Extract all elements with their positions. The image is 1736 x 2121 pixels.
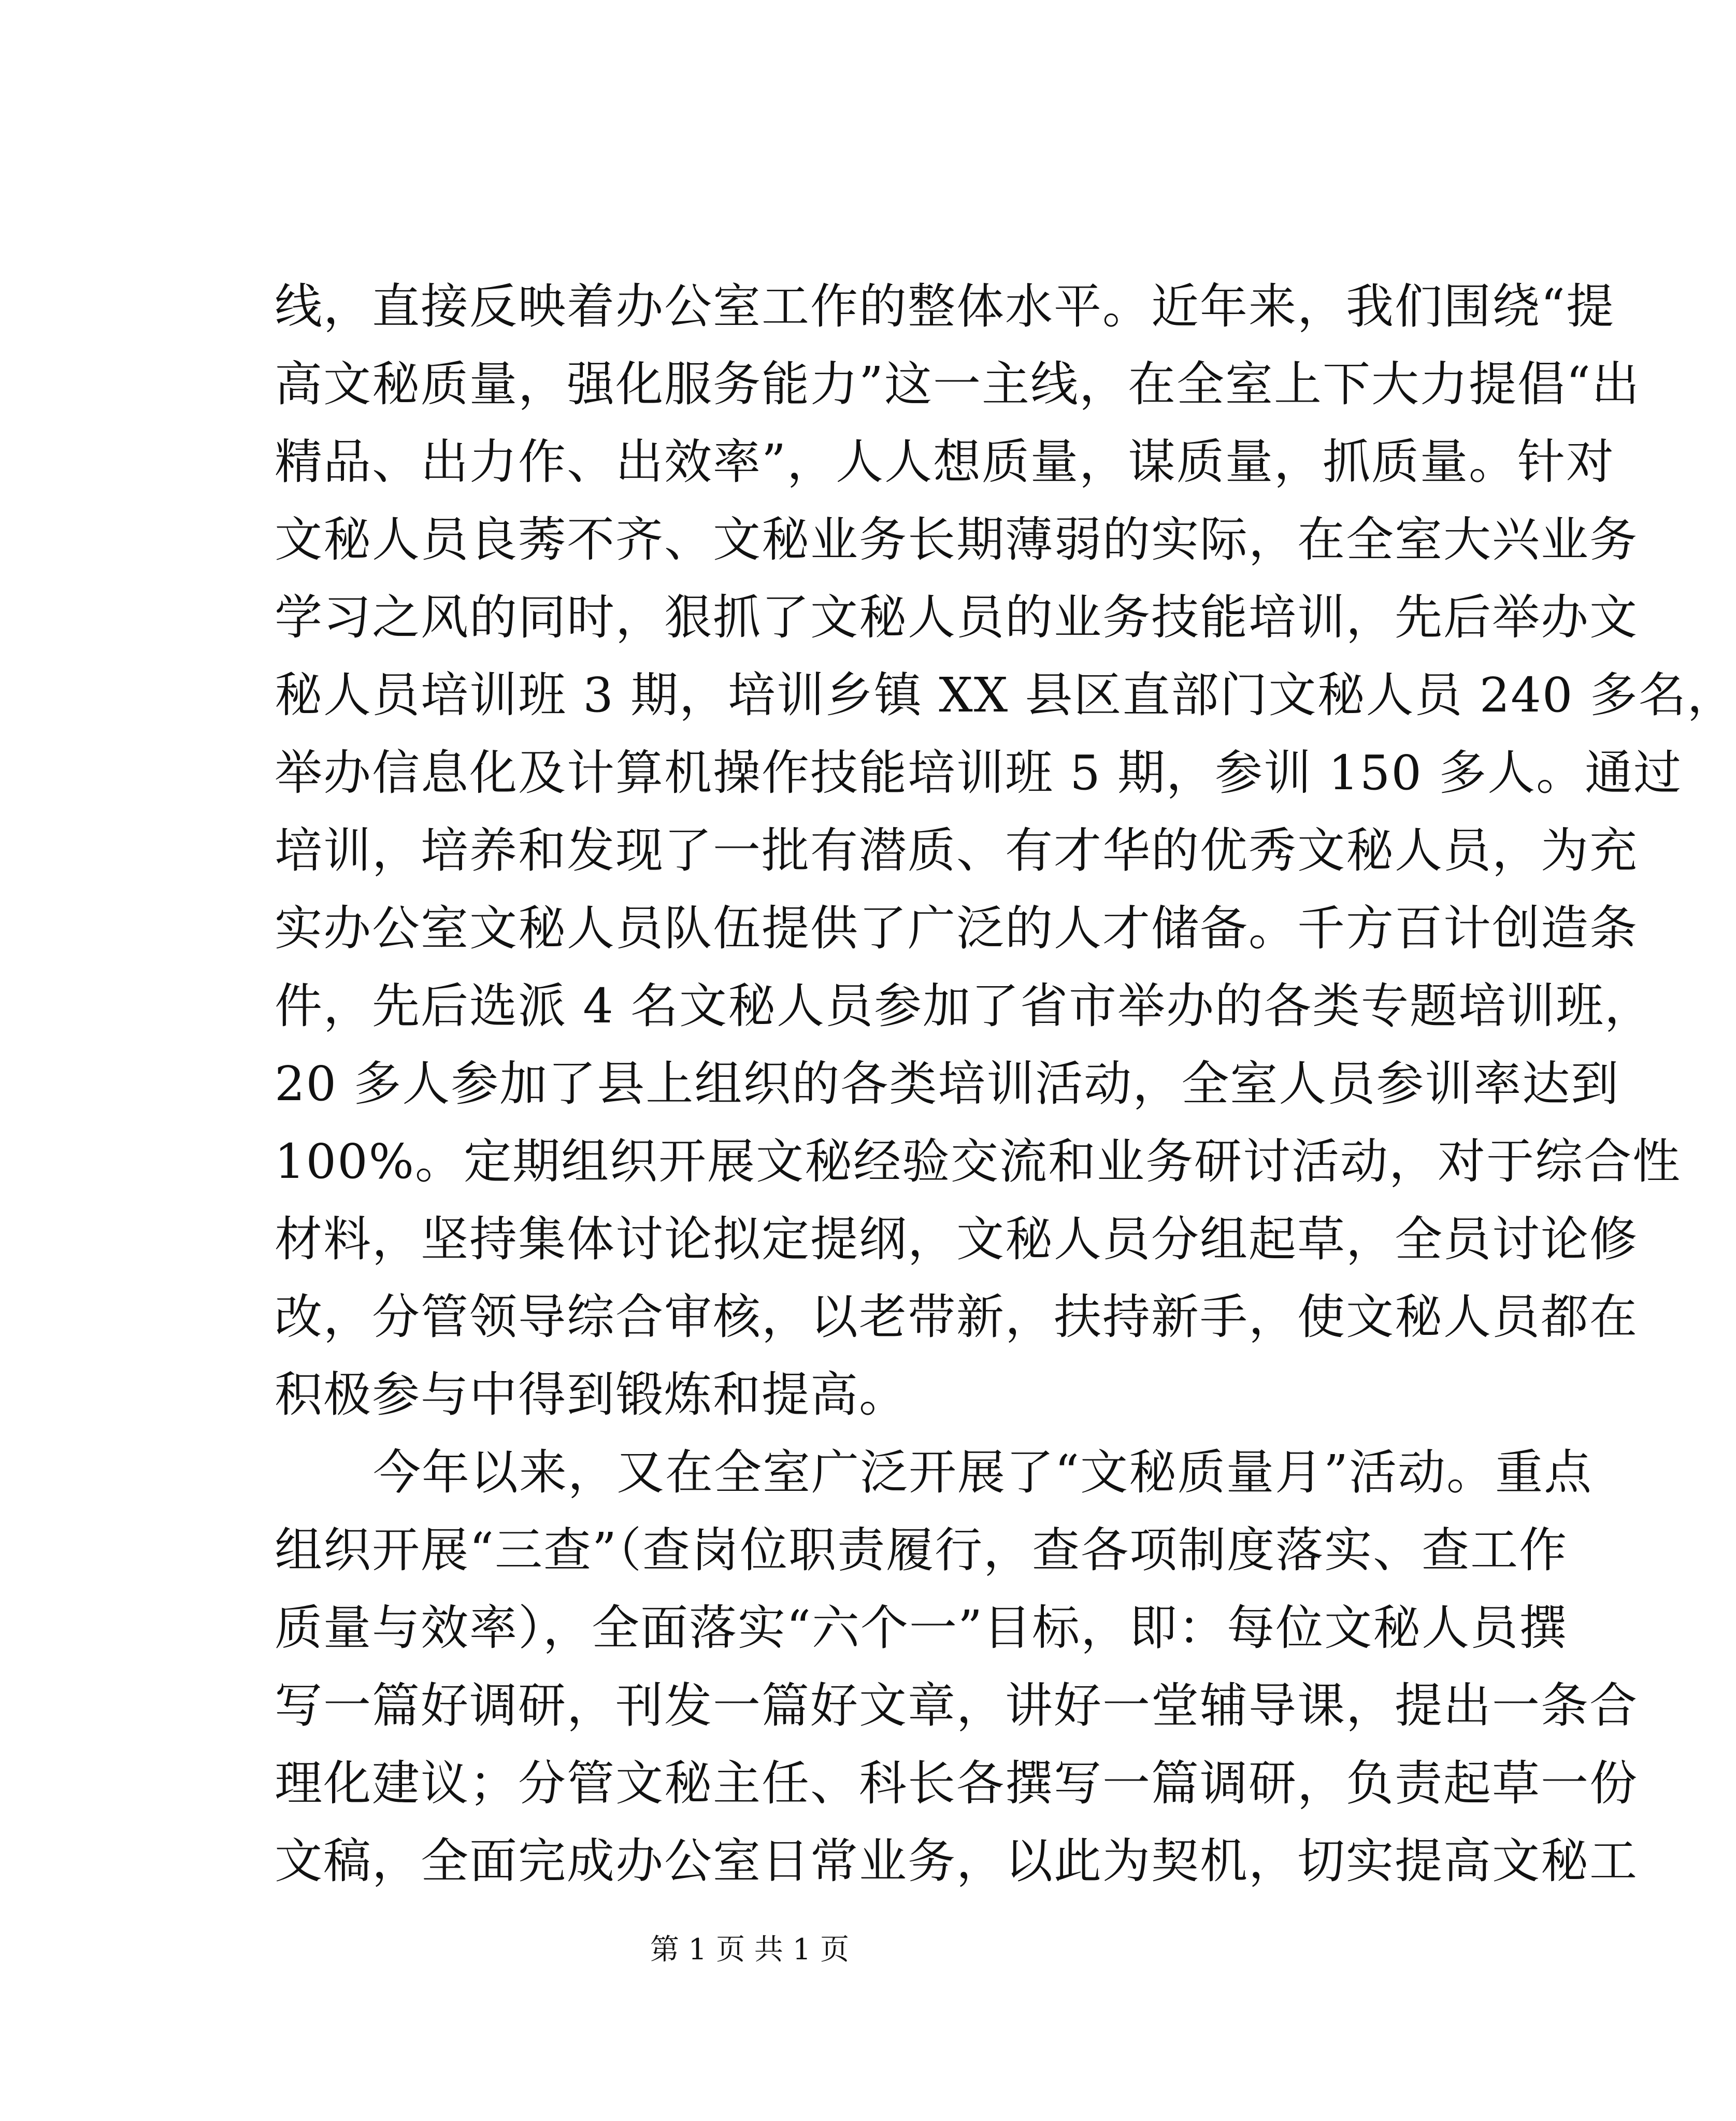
page-footer: 第 1 页 共 1 页 — [650, 1933, 850, 1967]
body-text-line: 质量与效率），全面落实“六个一”目标，即：每位文秘人员撰 — [275, 1600, 1568, 1656]
body-text-line: 改，分管领导综合审核，以老带新，扶持新手，使文秘人员都在 — [275, 1289, 1639, 1345]
body-text-line: 文秘人员良莠不齐、文秘业务长期薄弱的实际，在全室大兴业务 — [275, 512, 1639, 567]
body-text-line: 今年以来，又在全室广泛开展了“文秘质量月”活动。重点 — [276, 1445, 1593, 1500]
body-text-line: 组织开展“三查”（查岗位职责履行，查各项制度落实、查工作 — [275, 1522, 1568, 1578]
body-text-line: 线，直接反映着办公室工作的整体水平。近年来，我们围绕“提 — [275, 279, 1615, 334]
body-text-line: 举办信息化及计算机操作技能培训班 5 期，参训 150 多人。通过 — [275, 745, 1683, 801]
body-text-line: 写一篇好调研，刊发一篇好文章，讲好一堂辅导课，提出一条合 — [275, 1678, 1639, 1733]
body-text-line: 实办公室文秘人员队伍提供了广泛的人才储备。千方百计创造条 — [275, 901, 1639, 956]
body-text-line: 秘人员培训班 3 期，培训乡镇 XX 县区直部门文秘人员 240 多名， — [275, 667, 1736, 723]
body-text-line: 100%。定期组织开展文秘经验交流和业务研讨活动，对于综合性 — [275, 1134, 1682, 1189]
body-text-line: 件，先后选派 4 名文秘人员参加了省市举办的各类专题培训班， — [275, 978, 1654, 1034]
body-text-line: 学习之风的同时，狠抓了文秘人员的业务技能培训，先后举办文 — [275, 590, 1639, 645]
body-text-line: 材料，坚持集体讨论拟定提纲，文秘人员分组起草，全员讨论修 — [275, 1212, 1639, 1267]
body-text-line: 理化建议；分管文秘主任、科长各撰写一篇调研，负责起草一份 — [275, 1756, 1639, 1811]
body-text-line: 高文秘质量，强化服务能力”这一主线，在全室上下大力提倡“出 — [275, 357, 1641, 412]
body-text-line: 精品、出力作、出效率”，人人想质量，谋质量，抓质量。针对 — [275, 434, 1615, 490]
body-text-line: 积极参与中得到锻炼和提高。 — [275, 1367, 908, 1422]
body-text-line: 文稿，全面完成办公室日常业务，以此为契机，切实提高文秘工 — [275, 1833, 1639, 1889]
body-text-line: 20 多人参加了县上组织的各类培训活动，全室人员参训率达到 — [275, 1056, 1620, 1112]
body-text-line: 培训，培养和发现了一批有潜质、有才华的优秀文秘人员，为充 — [275, 823, 1639, 878]
